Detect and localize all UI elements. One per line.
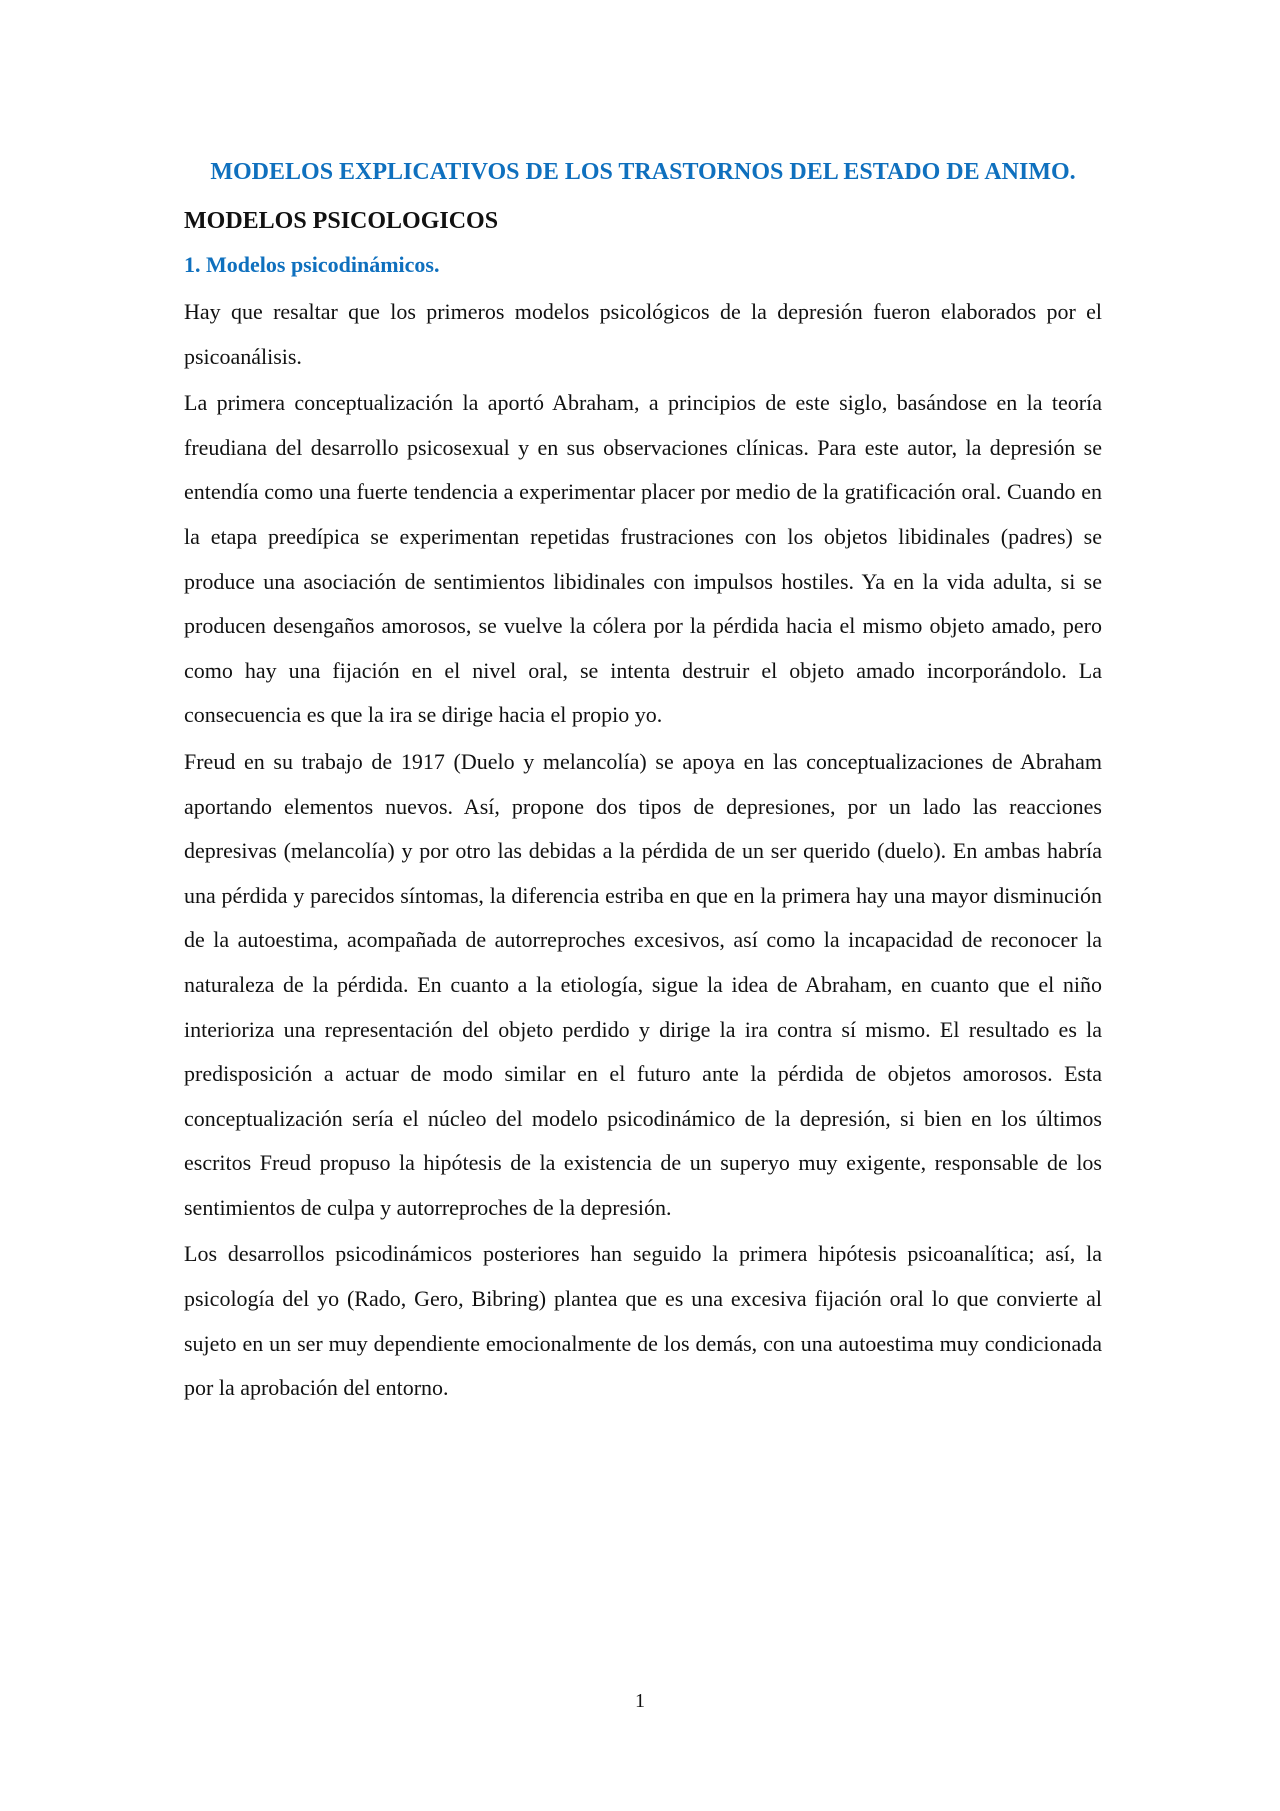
paragraph-3: Freud en su trabajo de 1917 (Duelo y melancolía) se apoya en las conceptualizaciones de Abraham aportando elementos nuevos. Así, propone dos tipos de depresiones, por un lado las reacciones depresivas (melancolía) y por otro las debidas a la pérdida de un ser querido (duelo). En ambas habría una pérdida y parecidos síntomas, la diferencia estriba en que en la primera hay una mayor disminución de la autoestima, acompañada de autorreproches excesivos, así como la incapacidad de reconocer la naturaleza de la pérdida. En cuanto a la etiología, sigue la idea de Abraham, en cuanto que el niño interioriza una representación del objeto perdido y dirige la ira contra sí mismo. El resultado es la predisposición a actuar de modo similar en el futuro ante la pérdida de objetos amorosos. Esta conceptualización sería el núcleo del modelo psicodinámico de la depresión, si bien en los últimos escritos Freud propuso la hipótesis de la existencia de un superyo muy exigente, responsable de los sentimientos de culpa y autorreproches de la depresión.: [184, 748, 1102, 1220]
paragraph-1: Hay que resaltar que los primeros modelos psicológicos de la depresión fueron elaborados por el psicoanálisis.: [184, 299, 1102, 369]
subsection-heading: 1. Modelos psicodinámicos.: [184, 252, 440, 277]
section-heading: MODELOS PSICOLOGICOS: [184, 208, 499, 234]
page-number: 1: [635, 1690, 645, 1712]
document-title: MODELOS EXPLICATIVOS DE LOS TRASTORNOS DEL ESTADO DE ANIMO.: [210, 159, 1076, 185]
paragraph-4: Los desarrollos psicodinámicos posteriores han seguido la primera hipótesis psicoanalítica; así, la psicología del yo (Rado, Gero, Bibring) plantea que es una excesiva fijación oral lo que convierte al sujeto en un ser muy dependiente emocionalmente de los demás, con una autoestima muy condicionada por la aprobación del entorno.: [184, 1241, 1102, 1401]
paragraph-2: La primera conceptualización la aportó Abraham, a principios de este siglo, basándose en la teoría freudiana del desarrollo psicosexual y en sus observaciones clínicas. Para este autor, la depresión se entendía como una fuerte tendencia a experimentar placer por medio de la gratificación oral. Cuando en la etapa preedípica se experimentan repetidas frustraciones con los objetos libidinales (padres) se produce una asociación de sentimientos libidinales con impulsos hostiles. Ya en la vida adulta, si se producen desengaños amorosos, se vuelve la cólera por la pérdida hacia el mismo objeto amado, pero como hay una fijación en el nivel oral, se intenta destruir el objeto amado incorporándolo. La consecuencia es que la ira se dirige hacia el propio yo.: [184, 390, 1102, 728]
